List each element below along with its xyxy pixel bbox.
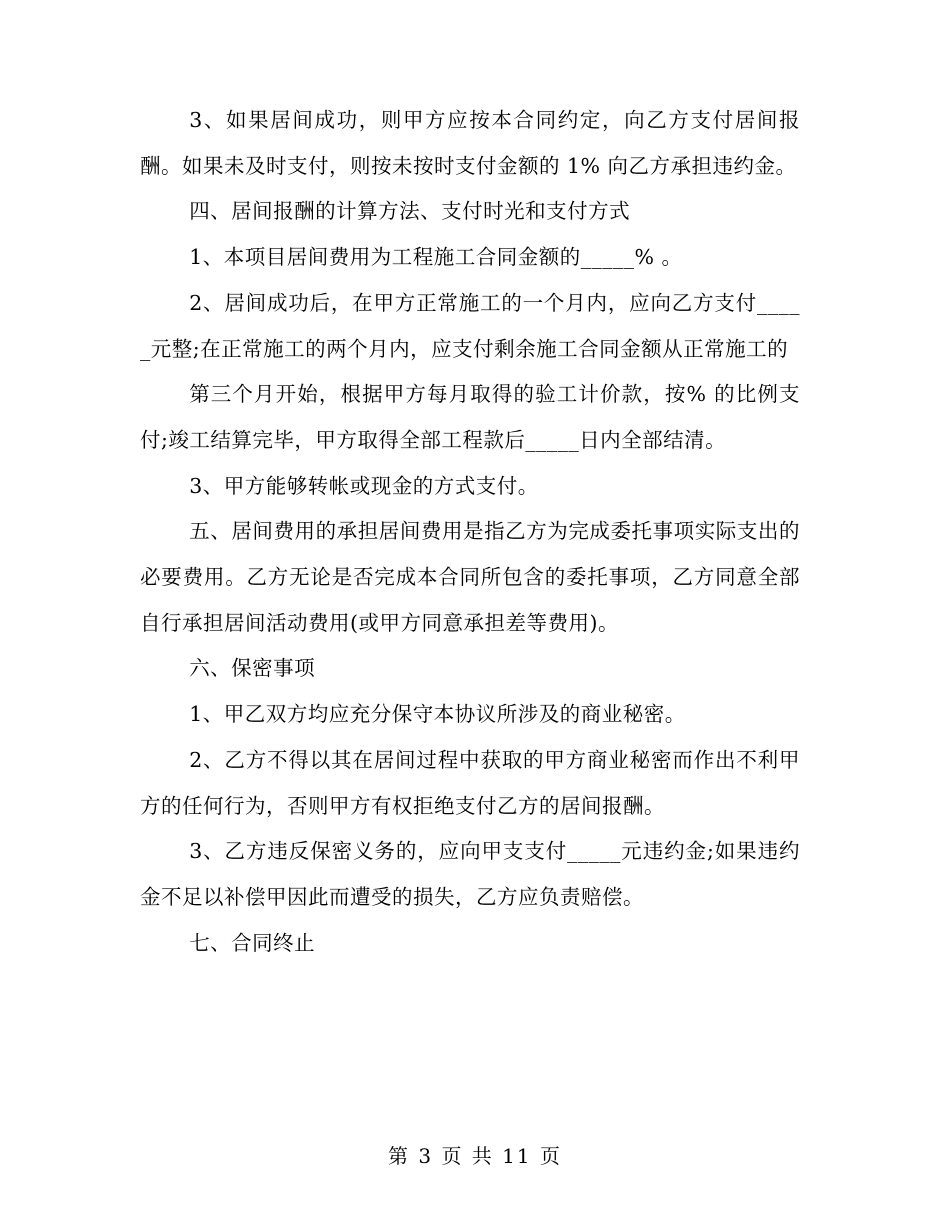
section-heading-confidentiality: 六、保密事项	[189, 656, 316, 681]
paragraph-fee-rate: 1、本项目居间费用为工程施工合同金额的_____% 。	[189, 245, 683, 270]
paragraph-payment-schedule: 2、居间成功后，在甲方正常施工的一个月内，应向乙方支付_____元整;在正常施工的两个月内，应支付剩余施工合同金额从正常施工的	[140, 290, 800, 361]
page-number-footer: 第 3 页 共 11 页	[388, 1144, 562, 1168]
section-heading-fee-calculation: 四、居间报酬的计算方法、支付时光和支付方式	[189, 199, 631, 224]
paragraph-confidentiality-3: 3、乙方违反保密义务的，应向甲支支付_____元违约金;如果违约金不足以补偿甲因此而遭受的损失，乙方应负责赔偿。	[140, 839, 800, 909]
section-heading-termination: 七、合同终止	[189, 930, 316, 955]
section-heading-fee-bearing: 五、居间费用的承担居间费用是指乙方为完成委托事项实际支出的必要费用。乙方无论是否完成本合同所包含的委托事项，乙方同意全部自行承担居间活动费用(或甲方同意承担差等费用)。	[140, 519, 800, 635]
paragraph-confidentiality-2: 2、乙方不得以其在居间过程中获取的甲方商业秘密而作出不利甲方的任何行为，否则甲方有权拒绝支付乙方的居间报酬。	[140, 747, 800, 818]
paragraph-payment-success: 3、如果居间成功，则甲方应按本合同约定，向乙方支付居间报酬。如果未及时支付，则按未按时支付金额的 1% 向乙方承担违约金。	[140, 108, 800, 178]
paragraph-payment-method: 3、甲方能够转帐或现金的方式支付。	[189, 473, 539, 498]
paragraph-monthly-payment: 第三个月开始，根据甲方每月取得的验工计价款，按% 的比例支付;竣工结算完毕，甲方取得全部工程款后_____日内全部结清。	[140, 382, 800, 452]
document-body	[140, 98, 800, 966]
paragraph-confidentiality-1: 1、甲乙双方均应充分保守本协议所涉及的商业秘密。	[189, 702, 686, 727]
